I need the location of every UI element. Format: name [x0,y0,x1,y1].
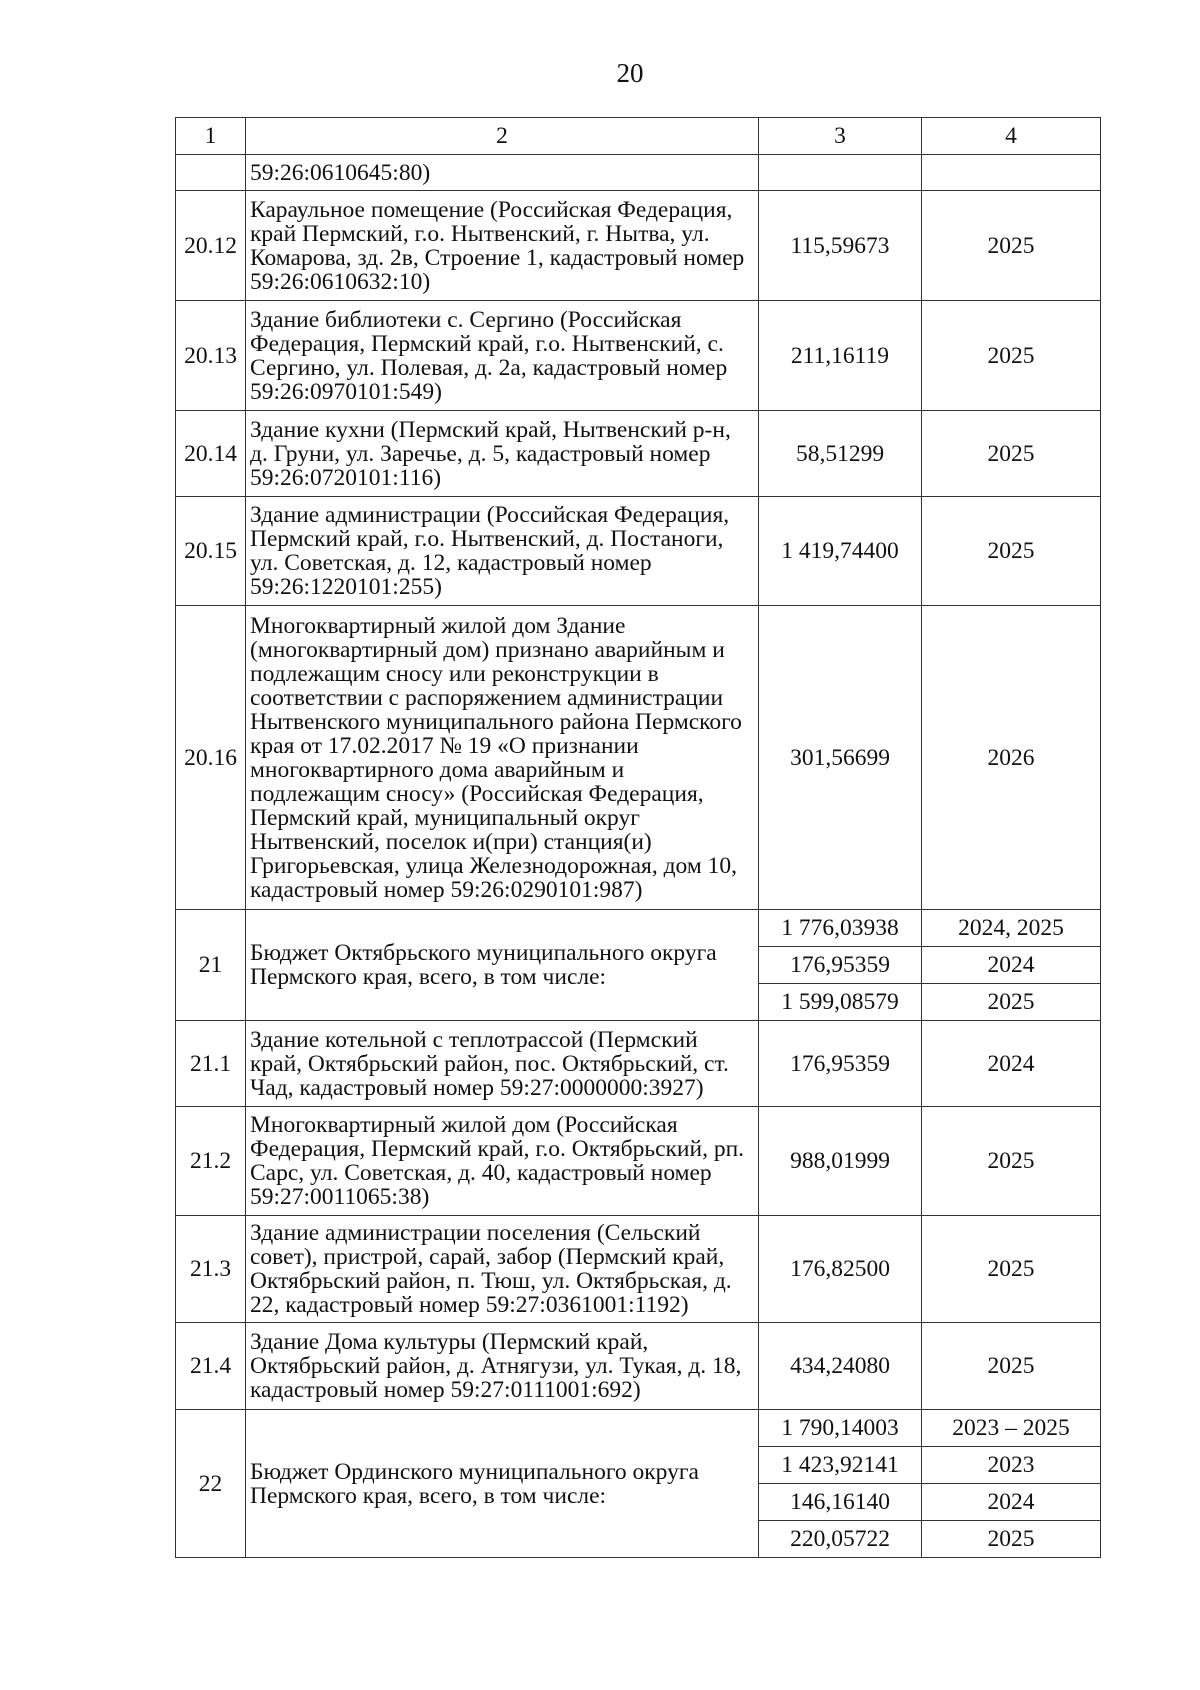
row-amount: 301,56699 [759,606,922,910]
budget-22-year-total: 2023 – 2025 [922,1410,1101,1447]
budget-21-amount: 1 599,08579 [759,984,922,1021]
budget-22-year: 2023 [922,1447,1101,1484]
row-number: 20.16 [176,606,246,910]
row-number: 20.15 [176,497,246,606]
row-description: Здание кухни (Пермский край, Нытвенский р-н, д. Груни, ул. Заречье, д. 5, кадастровый номер 59:26:0720101:116) [246,411,759,497]
table-row [176,1323,1101,1410]
row-year: 2024 [922,1021,1101,1107]
budget-21-year-total: 2024, 2025 [922,910,1101,947]
budget-21-amount-total: 1 776,03938 [759,910,922,947]
row-number: 21.4 [176,1323,246,1410]
budget-21-row [176,910,1101,947]
header-col-3: 3 [759,118,922,155]
row-number: 20.14 [176,411,246,497]
row-description: Здание администрации (Российская Федерация, Пермский край, г.о. Нытвенский, д. Постаноги, ул. Советская, д. 12, кадастровый номер 59:26:1220101:255) [246,497,759,606]
budget-22-year: 2025 [922,1521,1101,1558]
row-year [922,155,1101,191]
row-description: Здание котельной с теплотрассой (Пермский край, Октябрьский район, пос. Октябрьский, ст. Чад, кадастровый номер 59:27:0000000:3927) [246,1021,759,1107]
row-year: 2025 [922,301,1101,411]
budget-21-amount: 176,95359 [759,947,922,984]
table-row [176,497,1101,606]
budget-21-number: 21 [176,910,246,1021]
row-number: 20.13 [176,301,246,411]
row-description: Здание администрации поселения (Сельский совет), пристрой, сарай, забор (Пермский край, Октябрьский район, п. Тюш, ул. Октябрьская, д. 22, кадастровый номер 59:27:0361001:1192) [246,1216,759,1323]
budget-21-description: Бюджет Октябрьского муниципального округа Пермского края, всего, в том числе: [246,910,759,1021]
table-header-row [176,118,1101,155]
row-amount: 58,51299 [759,411,922,497]
row-year: 2025 [922,191,1101,301]
row-year: 2025 [922,411,1101,497]
row-description: Здание библиотеки с. Сергино (Российская Федерация, Пермский край, г.о. Нытвенский, с. Сергино, ул. Полевая, д. 2а, кадастровый номер 59:26:0970101:549) [246,301,759,411]
header-col-2: 2 [246,118,759,155]
row-amount: 988,01999 [759,1107,922,1216]
table-row [176,191,1101,301]
budget-22-number: 22 [176,1410,246,1558]
row-description: Караульное помещение (Российская Федерация, край Пермский, г.о. Нытвенский, г. Нытва, ул. Комарова, зд. 2в, Строение 1, кадастровый номер 59:26:0610632:10) [246,191,759,301]
row-amount [759,155,922,191]
table-row [176,606,1101,910]
row-description: Многоквартирный жилой дом Здание (многоквартирный дом) признано аварийным и подлежащим сносу или реконструкции в соответствии с распоряжением администрации Нытвенского муниципального района Пермского края от 17.02.2017 № 19 «О признании многоквартирного дома аварийным и подлежащим сносу» (Российская Федерация, Пермский край, муниципальный округ Нытвенский, поселок и(при) станция(и) Григорьевская, улица Железнодорожная, дом 10, кадастровый номер 59:26:0290101:987) [246,606,759,910]
header-col-1: 1 [176,118,246,155]
table-row [176,411,1101,497]
row-year: 2025 [922,1323,1101,1410]
budget-21-year: 2025 [922,984,1101,1021]
header-col-4: 4 [922,118,1101,155]
row-number [176,155,246,191]
budget-22-amount: 146,16140 [759,1484,922,1521]
budget-22-amount: 220,05722 [759,1521,922,1558]
table-row [176,1216,1101,1323]
budget-22-amount: 1 423,92141 [759,1447,922,1484]
row-amount: 176,95359 [759,1021,922,1107]
row-description: 59:26:0610645:80) [246,155,759,191]
table-row [176,301,1101,411]
row-year: 2026 [922,606,1101,910]
budget-22-description: Бюджет Ординского муниципального округа Пермского края, всего, в том числе: [246,1410,759,1558]
row-amount: 211,16119 [759,301,922,411]
table-row [176,155,1101,191]
row-year: 2025 [922,1216,1101,1323]
row-amount: 115,59673 [759,191,922,301]
budget-22-year: 2024 [922,1484,1101,1521]
budget-21-year: 2024 [922,947,1101,984]
row-number: 21.2 [176,1107,246,1216]
row-amount: 1 419,74400 [759,497,922,606]
row-number: 21.1 [176,1021,246,1107]
row-number: 20.12 [176,191,246,301]
row-year: 2025 [922,497,1101,606]
row-number: 21.3 [176,1216,246,1323]
page-number: 20 [616,58,644,88]
row-year: 2025 [922,1107,1101,1216]
budget-table [175,117,1101,1558]
row-description: Здание Дома культуры (Пермский край, Октябрьский район, д. Атнягузи, ул. Тукая, д. 18, кадастровый номер 59:27:0111001:692) [246,1323,759,1410]
row-amount: 176,82500 [759,1216,922,1323]
table-row [176,1107,1101,1216]
row-description: Многоквартирный жилой дом (Российская Федерация, Пермский край, г.о. Октябрьский, рп. Сарс, ул. Советская, д. 40, кадастровый номер 59:27:0011065:38) [246,1107,759,1216]
budget-22-row [176,1410,1101,1447]
table-row [176,1021,1101,1107]
budget-22-amount-total: 1 790,14003 [759,1410,922,1447]
row-amount: 434,24080 [759,1323,922,1410]
